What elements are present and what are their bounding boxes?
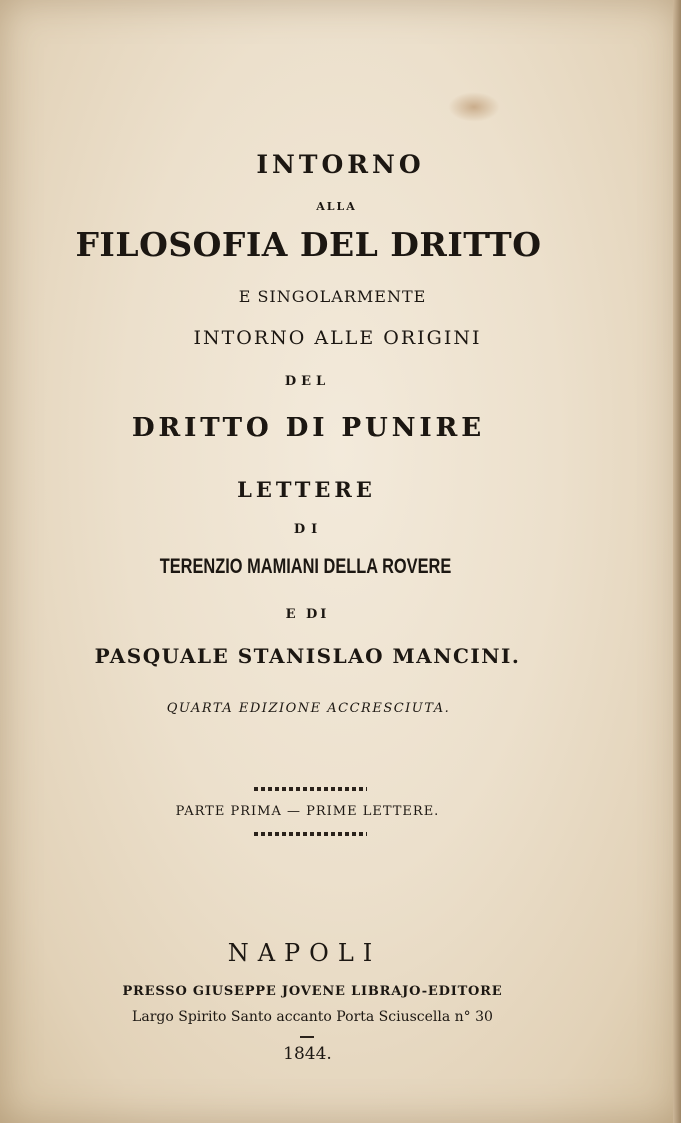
imprint-year: 1844. <box>283 1044 332 1064</box>
title-line-singolarmente: E SINGOLARMENTE <box>238 287 427 306</box>
part-statement: PARTE PRIMA — PRIME LETTERE. <box>175 804 440 819</box>
imprint-address: Largo Spirito Santo accanto Porta Sciuscella n° 30 <box>132 1009 493 1025</box>
edition-statement: QUARTA EDIZIONE ACCRESCIUTA. <box>166 701 451 716</box>
ornamental-rule-bottom <box>254 832 367 836</box>
title-line-e-di: E DI <box>285 607 330 622</box>
author-mancini: PASQUALE STANISLAO MANCINI. <box>94 644 521 668</box>
paper-stain <box>448 92 500 122</box>
title-line-dritto-di-punire: DRITTO DI PUNIRE <box>131 413 486 443</box>
ornamental-rule-top <box>254 787 367 791</box>
imprint-city: NAPOLI <box>227 939 382 967</box>
title-line-di: DI <box>293 522 324 537</box>
author-mamiani: TERENZIO MAMIANI DELLA ROVERE <box>159 555 452 578</box>
title-line-lettere: LETTERE <box>237 477 376 502</box>
title-line-origini: INTORNO ALLE ORIGINI <box>193 327 482 349</box>
year-dash <box>300 1036 314 1038</box>
title-line-del: DEL <box>284 374 331 389</box>
title-line-alla: ALLA <box>316 200 357 213</box>
title-line-intorno: INTORNO <box>256 150 425 179</box>
imprint-publisher: PRESSO GIUSEPPE JOVENE LIBRAJO-EDITORE <box>122 984 503 999</box>
title-line-filosofia: FILOSOFIA DEL DRITTO <box>75 225 542 264</box>
